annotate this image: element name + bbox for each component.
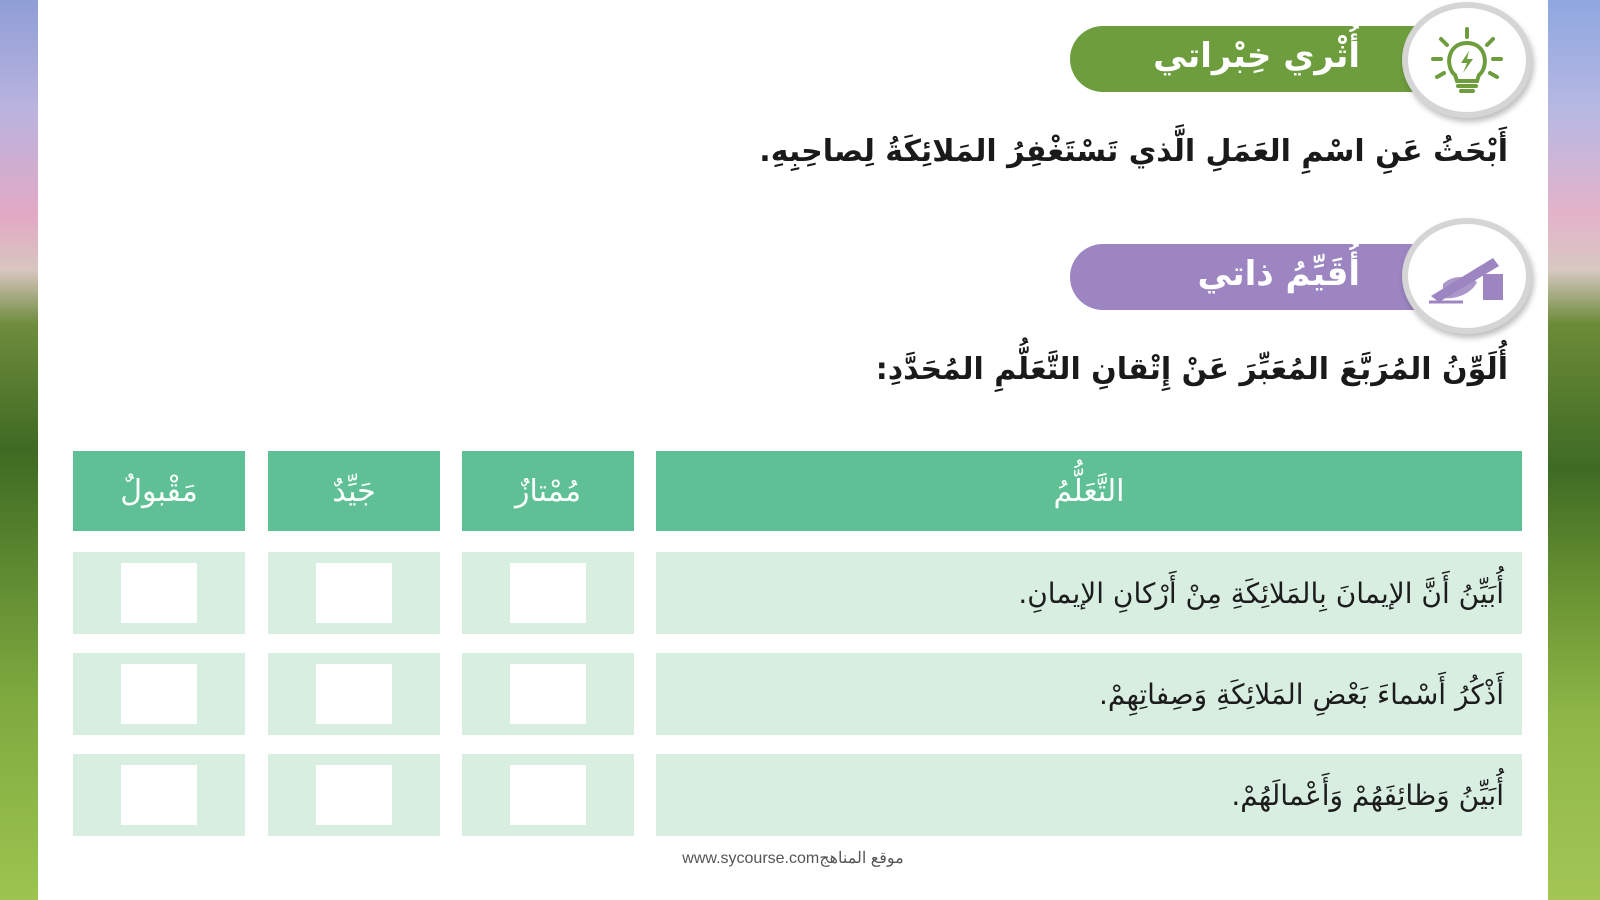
research-instruction: أَبْحَثُ عَنِ اسْمِ العَمَلِ الَّذي تَسْتَغْفِرُ المَلائِكَةُ لِصاحِبِهِ. [759, 134, 1508, 169]
table-row-learning: أَذْكُرُ أَسْماءَ بَعْضِ المَلائِكَةِ وَصِفاتِهِمْ. [656, 653, 1522, 735]
table-row-cell [73, 754, 245, 836]
enrich-section-title: أُثْري خِبْراتي [1153, 36, 1360, 76]
rating-box-acceptable[interactable] [121, 664, 197, 724]
landscape-right-strip [1548, 0, 1600, 900]
worksheet-page [38, 0, 1548, 900]
pen-writing-icon [1402, 218, 1532, 334]
rating-box-acceptable[interactable] [121, 563, 197, 623]
table-row-cell [462, 552, 634, 634]
rating-box-good[interactable] [316, 664, 392, 724]
rating-box-excellent[interactable] [510, 765, 586, 825]
rating-box-good[interactable] [316, 563, 392, 623]
table-row-cell [73, 552, 245, 634]
header-good: جَيِّدٌ [268, 451, 440, 531]
lightbulb-icon [1402, 2, 1532, 118]
rating-box-excellent[interactable] [510, 563, 586, 623]
rating-box-excellent[interactable] [510, 664, 586, 724]
rating-box-good[interactable] [316, 765, 392, 825]
table-row-learning: أُبَيِّنُ أَنَّ الإيمانَ بِالمَلائِكَةِ مِنْ أَرْكانِ الإيمانِ. [656, 552, 1522, 634]
table-row-learning: أُبَيِّنُ وَظائِفَهُمْ وَأَعْمالَهُمْ. [656, 754, 1522, 836]
header-excellent: مُمْتازٌ [462, 451, 634, 531]
landscape-left-strip [0, 0, 38, 900]
table-row-cell [268, 754, 440, 836]
table-row-cell [462, 653, 634, 735]
header-acceptable: مَقْبولٌ [73, 451, 245, 531]
assess-section-title: أُقَيِّمُ ذاتي [1197, 254, 1360, 294]
footer-watermark: www.sycourse.comموقع المناهج [682, 850, 904, 867]
table-row-cell [268, 552, 440, 634]
table-row-cell [268, 653, 440, 735]
table-row-cell [462, 754, 634, 836]
color-square-instruction: أُلَوِّنُ المُرَبَّعَ المُعَبِّرَ عَنْ إِتْقانِ التَّعَلُّمِ المُحَدَّدِ: [875, 352, 1508, 387]
assess-section-banner [1070, 244, 1450, 310]
table-row-cell [73, 653, 245, 735]
rating-box-acceptable[interactable] [121, 765, 197, 825]
header-learning: التَّعَلُّمُ [656, 451, 1522, 531]
enrich-section-banner [1070, 26, 1450, 92]
